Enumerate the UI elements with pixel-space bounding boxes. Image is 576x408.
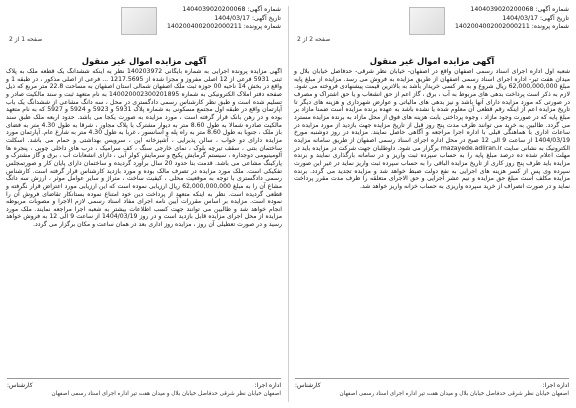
footer-expert: کارشناس: [295,382,321,389]
emblem-icon [121,7,157,35]
notice-title: آگهی مزایده اموال غیر منقول [369,56,495,66]
notice-meta [291,4,573,56]
case-number: شماره پرونده: 1402004002002000211 [454,23,569,31]
notice-number: شماره آگهی: 1404039020200068 [470,6,569,13]
meta-lines [455,6,569,32]
page-number: صفحه 2 از 2 [297,36,331,43]
notice-body: شعبه اول اداره اجرای اسناد رسمی اصفهان واقع در اصفهان- خیابان نظر شرقی- حدفاصل خیابان بلال و میدان هفت تیر- اداره اجرای اسناد رسمی اصفهان از طریق مزایده به فروش می رسد. مزایده از مبلغ پایه مبلغ 62,000,000,000 ریال شروع و به هر کسی خریدار باشد به بالاترین قیمت پیشنهادی فروخته می شود. لازم به ذکر است پرداخت بدهی های مربوط به آب ، برق ، گاز اعم از حق انشعاب و یا حق اشتراک و مصرف در صورتی که مورد مزایده دارای آنها باشد و نیز بدهی های مالیاتی و عوارض شهرداری و هزینه های دیگر تا تاریخ مزایده اعم از اینکه رقم قطعی آن معلوم شده یا نشده باشد به عهده برنده مزایده است ضمنا مازاد بر مبلغ پایه که در صورت وجود مازاد ، وجوه پرداختی بابت هزینه های فوق از محل مازاد به برنده مزایده مسترد می گردد. طالبین به خرید می توانند ظرف مدت پنج روز قبل از تاریخ مزایده جهت بازدید از مورد مزایده در ساعات اداری با هماهنگی قبلی با اداره اجرا مراجعه و آگاهی حاصل نمایند. مزایده در روز دوشنبه مورخ 1404/03/19 از ساعت 9 الی 12 صبح در محل اداره اجرای اسناد رسمی اصفهان از طریق سامانه مزایده الکترونیک به نشانی سایت mazayede.adliran.ir برگزار می شود. داوطلبان جهت شرکت در مزایده باید در مهلت اعلام شده ده درصد مبلغ پایه را به حساب سپرده ثبت واریز و در سامانه بارگذاری نمایند و برنده مزایده باید ظرف پنج روز کاری از تاریخ مزایده الباقی را به حساب سپرده ثبت واریز نماید در غیر این صورت سپرده وی پس از کسر هزینه های اجرایی به نفع دولت ضبط خواهد شد و مزایده تجدید می گردد. برنده مزایده مکلف است مبلغ حق مزایده و نیم عشر اجرایی و حق الاجرای متعلقه را ظرف مدت مقرر پرداخت نماید و در صورت انصراف از خرید سپرده واریزی به حساب خزانه واریز خواهد شد. [294,68,570,190]
page-number: صفحه 1 از 2 [9,36,43,43]
column-divider [288,6,289,402]
notice-body: آگهی مزایده پرونده اجرایی به شماره بایگانی 140203972 نظر به اینکه ششدانگ یک قطعه ملک به پلاک ثبتی 5931 فرعی از 12 اصلی مفروز و مجزا شده از 1217.5695 ... فرعی از اصلی مذکور ، در طبقه 1 و واقع در بخش 14 ناحیه 00 حوزه ثبت ملک اصفهان شمالی استان اصفهان به مساحت 22.8 متر مربع که ذیل صفحه دفتر املاک الکترونیکی به شماره 140020002300201895 به نام متعهد ثبت و سند مالکیت صادر و تسلیم شده است و طبق نظر کارشناس رسمی دادگستری در محل ، سه دانگ مشاعی از ششدانگ یک باب آپارتمان واقع در طبقه اول مجتمع مسکونی به شماره پلاک 5931 و 5923 و 5924 و 5927 که به نام متعهد بوده و در رهن بانک قرار گرفته است ، مورد مزایده به صورت یکجا می باشد. حدود اربعه ملک طبق سند مالکیت صادره شمالا به طول 8.60 متر به دیوار مشترک با پلاک مجاور ، شرقا به طول 4.30 متر به فضای باز ملک ، جنوبا به طول 8.60 متر به راه پله و آسانسور ، غربا به طول 4.30 متر به شارع عام. آپارتمان مورد مزایده دارای دو خواب ، سالن پذیرایی ، آشپزخانه اپن ، سرویس بهداشتی و حمام می باشد. اسکلت ساختمان بتنی ، سقف تیرچه بلوک ، نمای خارجی سنگ ، کف سرامیک ، درب های داخلی چوبی ، پنجره ها آلومینیومی دوجداره ، سیستم گرمایش پکیج و سرمایش کولر آبی ، دارای انشعابات آب ، برق و گاز مشترک و پارکینگ مشاعی می باشد. قدمت بنا حدود 20 سال برآورد گردیده و ساختمان دارای پایان کار و صورتمجلس تفکیکی است. ملک مورد مزایده در تصرف مالک بوده و مورد بازدید کارشناس قرار گرفته است. کارشناس رسمی دادگستری با توجه به موقعیت محلی ، کیفیت ساخت ، متراژ و سایر عوامل موثر ، ارزش سه دانگ مشاع آن را به مبلغ 62,000,000,000 ریال ارزیابی نموده است که این ارزیابی مورد اعتراض قرار نگرفته و قطعی گردیده است. نظر به اینکه متعهد از پرداخت دین خود امتناع نموده بستانکار تقاضای فروش آن را نموده است. مزایده بر اساس مقررات آیین نامه اجرای مفاد اسناد رسمی لازم الاجرا و مصوبات مربوطه انجام خواهد شد و طالبین می توانند جهت کسب اطلاعات بیشتر به شعبه اجرا مراجعه نمایند. ملک مورد مزایده از محل اجرای مزایده قابل بازدید است و در روز 1404/03/19 از ساعت 9 الی 12 به فروش خواهد رسید و در صورت تعطیلی آن روز ، مزایده روز اداری بعد در همان ساعت و مکان برگزار می گردد. [6,68,282,229]
footer-address: اصفهان خیابان نظر شرقی حدفاصل خیابان بلال و میدان هفت تیر اداره اجرای اسناد رسمی اصفهان [51,391,281,397]
footer-address: اصفهان خیابان نظر شرقی حدفاصل خیابان بلال و میدان هفت تیر اداره اجرای اسناد رسمی اصفهان [339,391,569,397]
notice-footer [7,382,281,398]
footer-divider [295,378,569,379]
notice-date: تاریخ آگهی: 1404/03/17 [502,14,569,22]
notice-date: تاریخ آگهی: 1404/03/17 [214,14,281,22]
notice-page-2 [291,4,573,404]
footer-row [295,382,569,390]
case-number: شماره پرونده: 1402004002002000211 [166,23,281,31]
footer-office: اداره اجرا: [254,382,281,389]
footer-divider [7,378,281,379]
emblem-icon [409,7,445,35]
notice-page-1 [3,4,285,404]
footer-office: اداره اجرا: [542,382,569,389]
notice-footer [295,382,569,398]
meta-lines [167,6,281,32]
footer-expert: کارشناس: [7,382,33,389]
notice-number: شماره آگهی: 1404039020200068 [182,6,281,13]
notice-meta [3,4,285,56]
footer-row [7,382,281,390]
notice-title: آگهی مزایده اموال غیر منقول [81,56,207,66]
